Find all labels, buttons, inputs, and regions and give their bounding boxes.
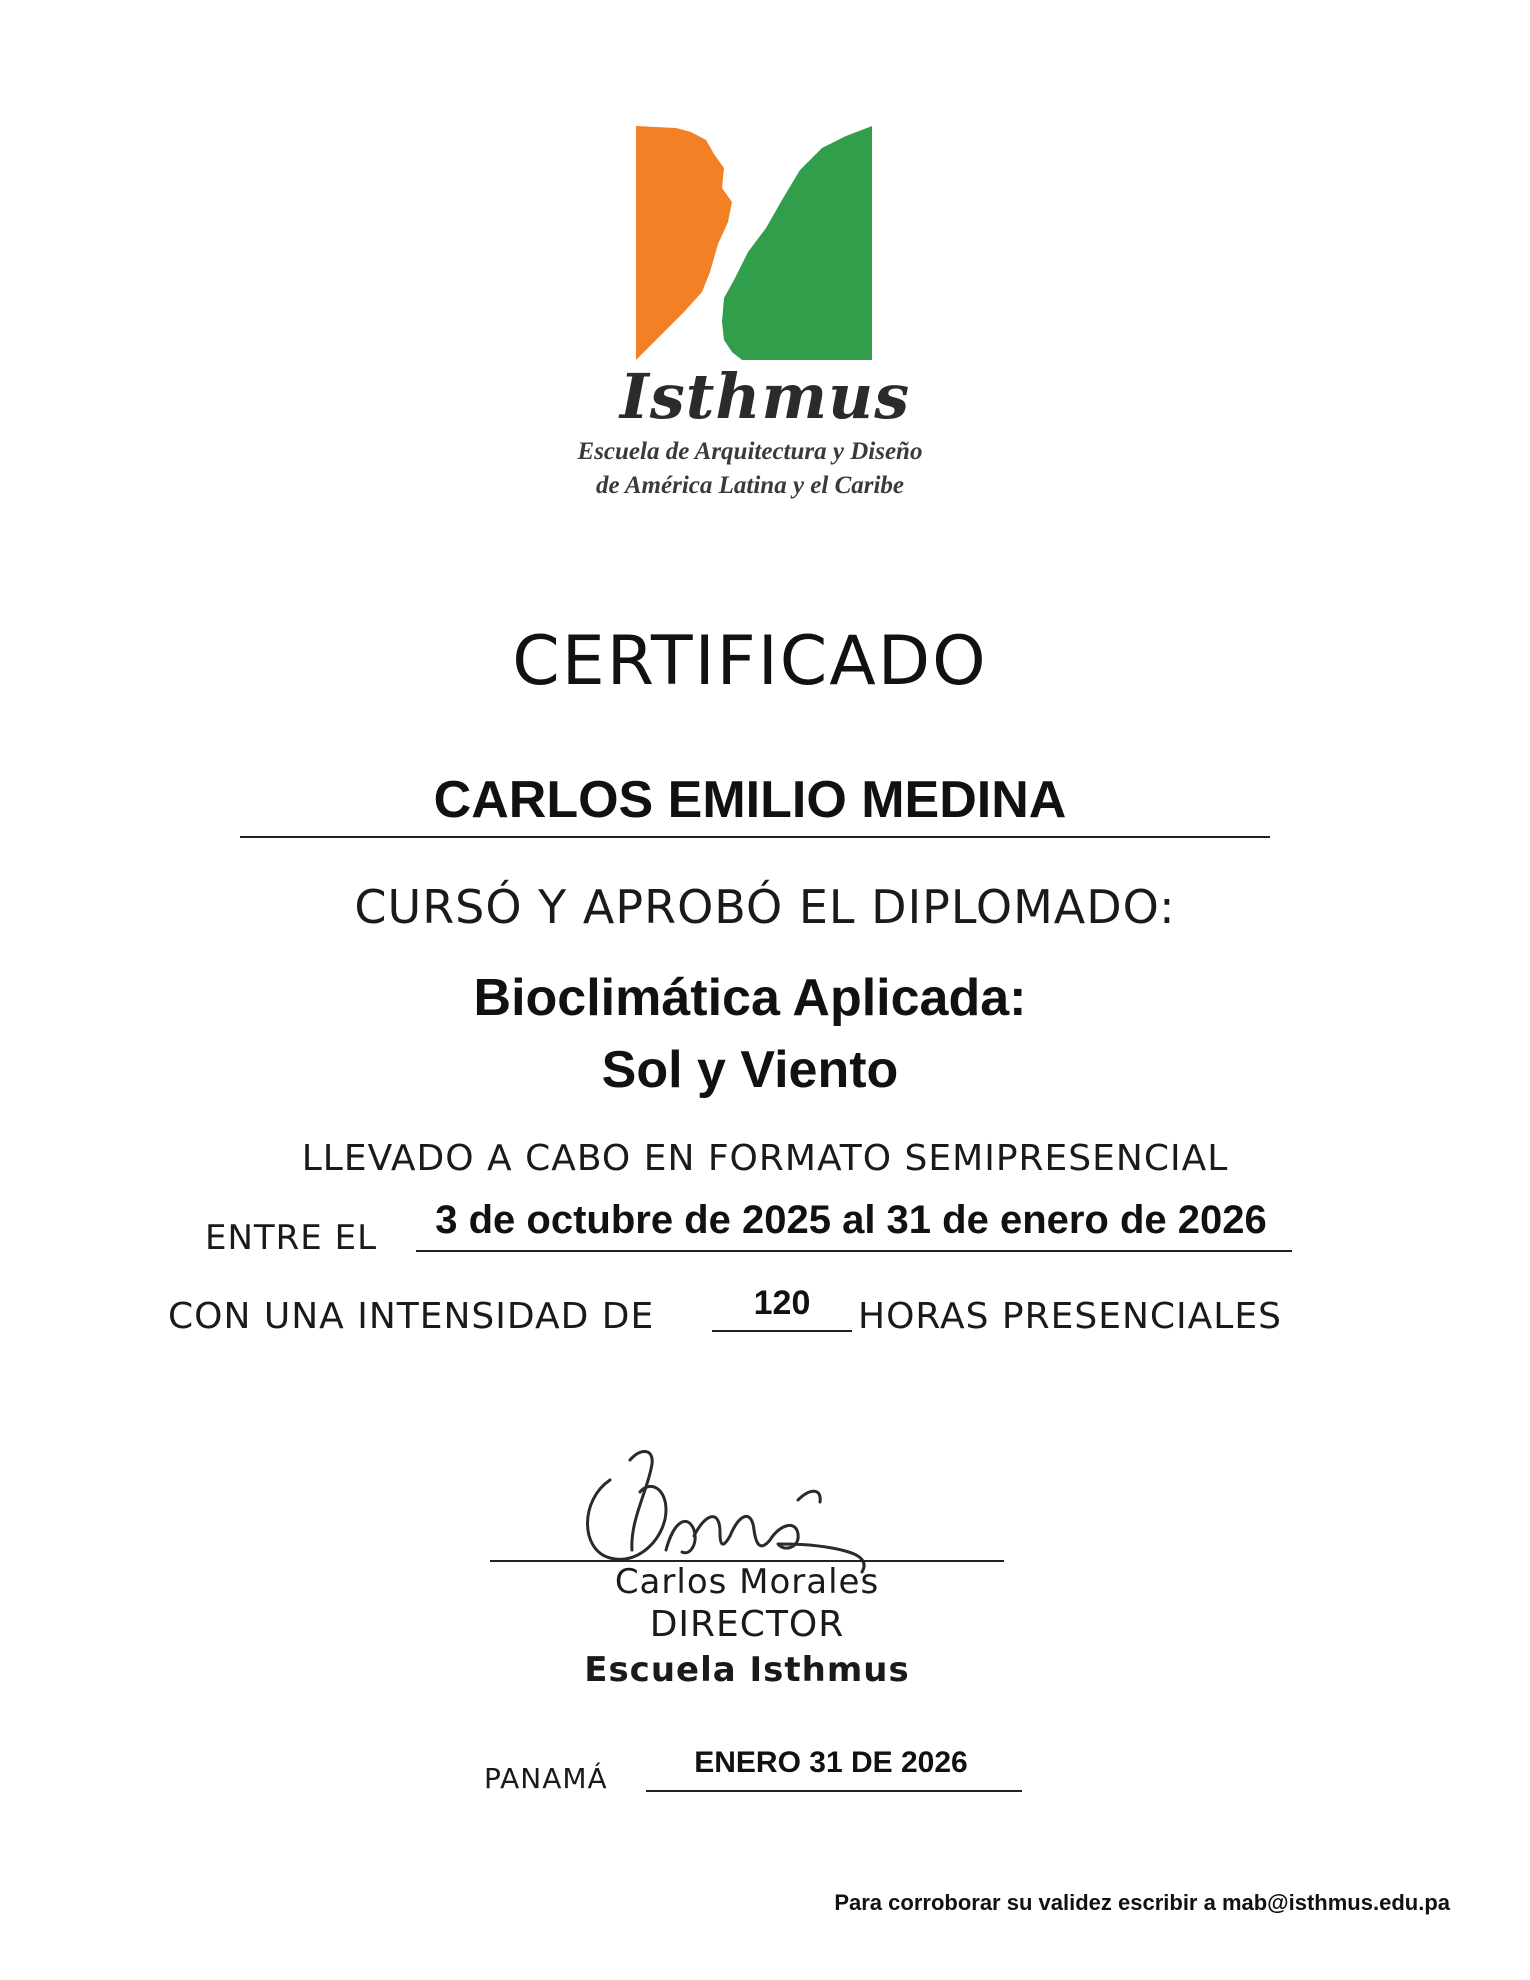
hours-prefix: CON UNA INTENSIDAD DE (168, 1296, 655, 1337)
issue-date: ENERO 31 DE 2026 (694, 1746, 968, 1779)
course-name-line2: Sol y Viento (601, 1041, 899, 1099)
certificate-title: CERTIFICADO (512, 622, 988, 701)
course-dates-underline (416, 1250, 1292, 1252)
course-intro: CURSÓ Y APROBÓ EL DIPLOMADO: (354, 880, 1176, 934)
hours-suffix: HORAS PRESENCIALES (858, 1296, 1282, 1337)
logo-green-shape (722, 126, 872, 360)
hours-value: 120 (753, 1284, 811, 1322)
recipient-underline (240, 836, 1270, 838)
signer-organization: Escuela Isthmus (584, 1650, 910, 1690)
logo-name: Isthmus (619, 360, 911, 433)
isthmus-logo-mark-icon (636, 126, 872, 364)
validation-note: Para corroborar su validez escribir a mab@isthmus.edu.pa (834, 1890, 1450, 1915)
signer-name: Carlos Morales (614, 1562, 880, 1602)
signature-icon (570, 1440, 920, 1580)
logo-subtitle-line1: Escuela de Arquitectura y Diseño (577, 438, 923, 465)
between-label: ENTRE EL (205, 1218, 378, 1258)
course-name-line1: Bioclimática Aplicada: (473, 969, 1027, 1027)
logo-subtitle-line2: de América Latina y el Caribe (595, 472, 905, 499)
signer-role: DIRECTOR (649, 1604, 845, 1645)
logo-orange-shape (636, 126, 732, 360)
recipient-name: CARLOS EMILIO MEDINA (433, 771, 1067, 829)
hours-underline (712, 1330, 852, 1332)
course-format: LLEVADO A CABO EN FORMATO SEMIPRESENCIAL (301, 1138, 1229, 1179)
course-dates: 3 de octubre de 2025 al 31 de enero de 2026 (435, 1198, 1267, 1242)
place-label: PANAMÁ (484, 1762, 608, 1795)
issue-date-underline (646, 1790, 1022, 1792)
